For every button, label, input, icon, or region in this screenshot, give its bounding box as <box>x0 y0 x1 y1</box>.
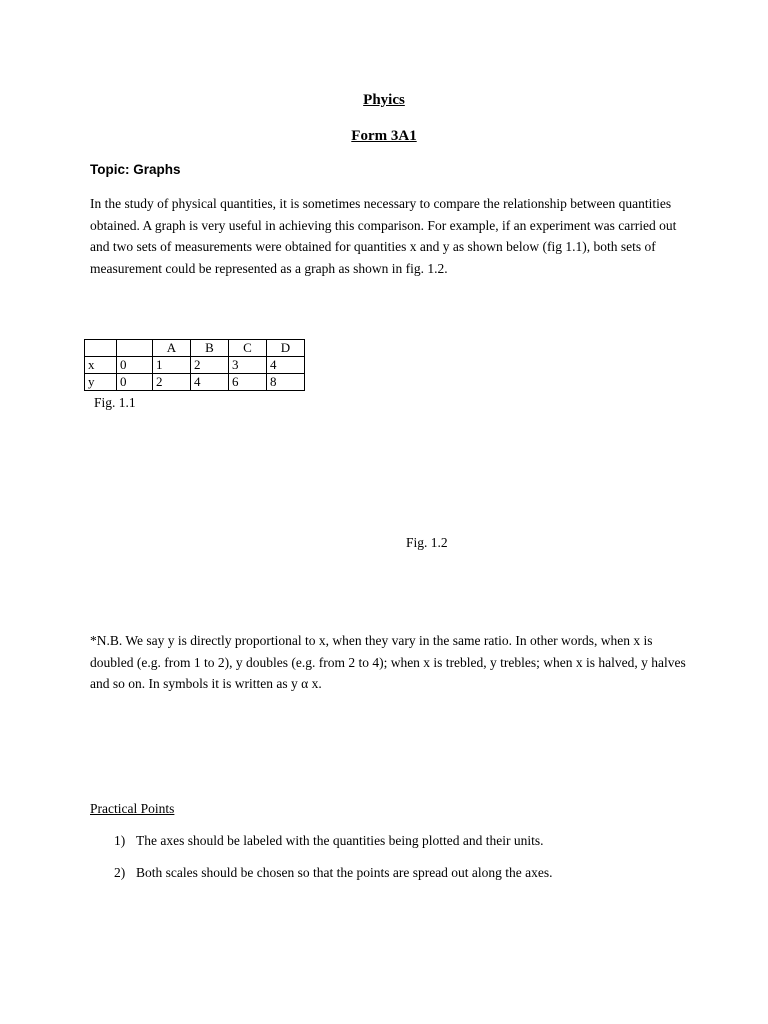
intro-paragraph: In the study of physical quantities, it is sometimes necessary to compare the relationship between quantities obtained. A graph is very useful in achieving this comparison. For example, if an experiment was carried out and two sets of measurements were obtained for quantities x and y as shown below (fig 1.1), both sets of measurement could be represented as a graph as shown in fig. 1.2. <box>90 196 677 276</box>
table-cell: 1 <box>153 357 191 374</box>
table-cell: 4 <box>191 374 229 391</box>
table-cell: y <box>85 374 117 391</box>
fig-1-1-caption: Fig. 1.1 <box>94 395 136 410</box>
list-item <box>114 865 553 881</box>
fig-1-2-caption: Fig. 1.2 <box>406 535 448 550</box>
table-cell <box>117 340 153 357</box>
table-header-row <box>85 340 305 357</box>
list-item-number: 1) <box>114 833 126 848</box>
table-cell: 2 <box>191 357 229 374</box>
table-cell: C <box>229 340 267 357</box>
list-item-text: The axes should be labeled with the quantities being plotted and their units. <box>136 833 544 848</box>
topic-heading: Topic: Graphs <box>90 162 181 177</box>
table-cell: 2 <box>153 374 191 391</box>
list-item-text: Both scales should be chosen so that the points are spread out along the axes. <box>136 865 553 880</box>
table-cell: 8 <box>267 374 305 391</box>
practical-points-heading: Practical Points <box>90 801 175 816</box>
table-cell: 6 <box>229 374 267 391</box>
table-cell: 3 <box>229 357 267 374</box>
measurements-table <box>84 339 305 391</box>
table-row <box>85 374 305 391</box>
table-cell: 0 <box>117 374 153 391</box>
table-cell: 4 <box>267 357 305 374</box>
list-item-number: 2) <box>114 865 126 880</box>
table-cell: B <box>191 340 229 357</box>
table-cell <box>85 340 117 357</box>
table-cell: A <box>153 340 191 357</box>
document-title: Phyics <box>363 92 405 108</box>
table-row <box>85 357 305 374</box>
nb-paragraph: *N.B. We say y is directly proportional to x, when they vary in the same ratio. In other words, when x is doubled (e.g. from 1 to 2), y doubles (e.g. from 2 to 4); when x is trebled, y trebles; when x is halved, y halves and so on. In symbols it is written as y α x. <box>90 633 686 691</box>
table-cell: 0 <box>117 357 153 374</box>
document-subtitle: Form 3A1 <box>351 128 417 144</box>
list-item <box>114 833 544 849</box>
table-cell: x <box>85 357 117 374</box>
table-cell: D <box>267 340 305 357</box>
